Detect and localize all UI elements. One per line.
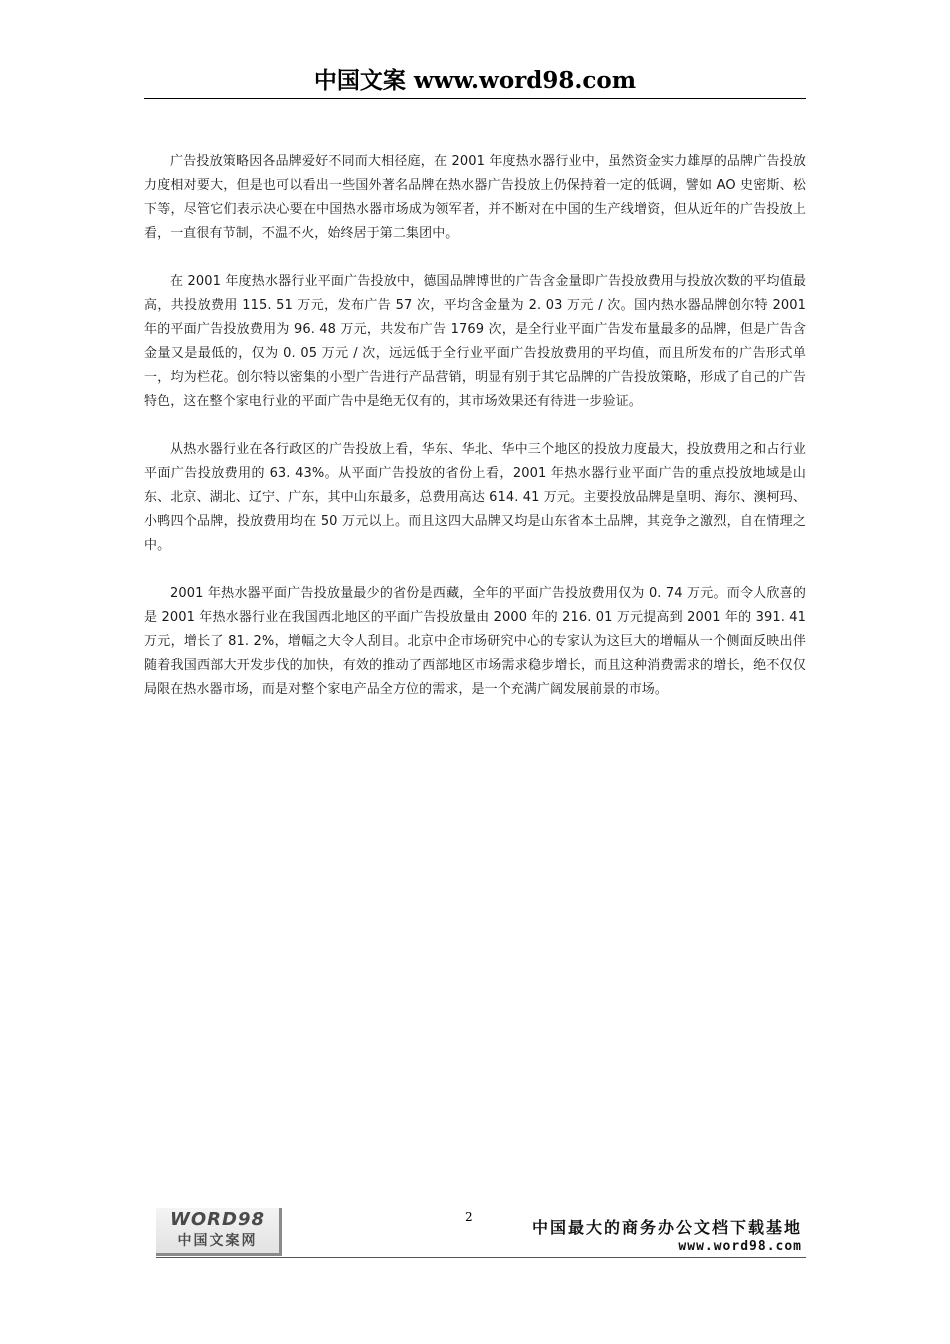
header-divider (144, 98, 806, 99)
paragraph-1: 广告投放策略因各品牌爱好不同而大相径庭，在 2001 年度热水器行业中，虽然资金实力雄厚的品牌广告投放力度相对要大，但是也可以看出一些国外著名品牌在热水器广告投放上仍保持着一定的低调，譬如 AO 史密斯、松下等，尽管它们表示决心要在中国热水器市场成为领军者，并不断对在中国的生产线增资，但从近年的广告投放上看，一直很有节制，不温不火，始终居于第二集团中。 (144, 154, 806, 241)
paragraph-2: 在 2001 年度热水器行业平面广告投放中，德国品牌博世的广告含金量即广告投放费用与投放次数的平均值最高，共投放费用 115. 51 万元，发布广告 57 次，平均含金量为 2. 03 万元 / 次。国内热水器品牌创尔特 2001 年的平面广告投放费用为 96. 48 万元，共发布广告 1769 次，是全行业平面广告发布量最多的品牌，但是广告含金量又是最低的，仅为 0. 05 万元 / 次，远远低于全行业平面广告投放费用的平均值，而且所发布的广告形式单一，均为栏花。创尔特以密集的小型广告进行产品营销，明显有别于其它品牌的广告投放策略，形成了自己的广告特色，这在整个家电行业的平面广告中是绝无仅有的，其市场效果还有待进一步验证。 (144, 274, 806, 409)
footer-url: www.word98.com (678, 1239, 802, 1254)
word98-logo (156, 1208, 282, 1256)
document-body (144, 150, 806, 726)
logo-chinese-text: 中国文案网 (177, 1233, 258, 1249)
paragraph-3: 从热水器行业在各行政区的广告投放上看，华东、华北、华中三个地区的投放力度最大，投放费用之和占行业平面广告投放费用的 63. 43%。从平面广告投放的省份上看，2001 年热水器行业平面广告的重点投放地域是山东、北京、湖北、辽宁、广东，其中山东最多，总费用高达 614. 41 万元。主要投放品牌是皇明、海尔、澳柯玛、小鸭四个品牌，投放费用均在 50 万元以上。而且这四大品牌又均是山东省本土品牌，其竞争之激烈，自在情理之中。 (144, 442, 806, 553)
page-header-title: 中国文案 www.word98.com (313, 67, 637, 94)
page-number: 2 (465, 1210, 473, 1224)
paragraph-4: 2001 年热水器平面广告投放量最少的省份是西藏，全年的平面广告投放费用仅为 0. 74 万元。而令人欣喜的是 2001 年热水器行业在我国西北地区的平面广告投放量由 2000 年的 216. 01 万元提高到 2001 年的 391. 41 万元，增长了 81. 2%，增幅之大令人刮目。北京中企市场研究中心的专家认为这巨大的增幅从一个侧面反映出伴随着我国西部大开发步伐的加快，有效的推动了西部地区市场需求稳步增长，而且这种消费需求的增长，绝不仅仅局限在热水器市场，而是对整个家电产品全方位的需求，是一个充满广阔发展前景的市场。 (144, 586, 806, 697)
footer-slogan: 中国最大的商务办公文档下载基地 (531, 1218, 802, 1237)
footer-divider (156, 1257, 806, 1258)
logo-brand-text: WORD98 (169, 1209, 265, 1230)
